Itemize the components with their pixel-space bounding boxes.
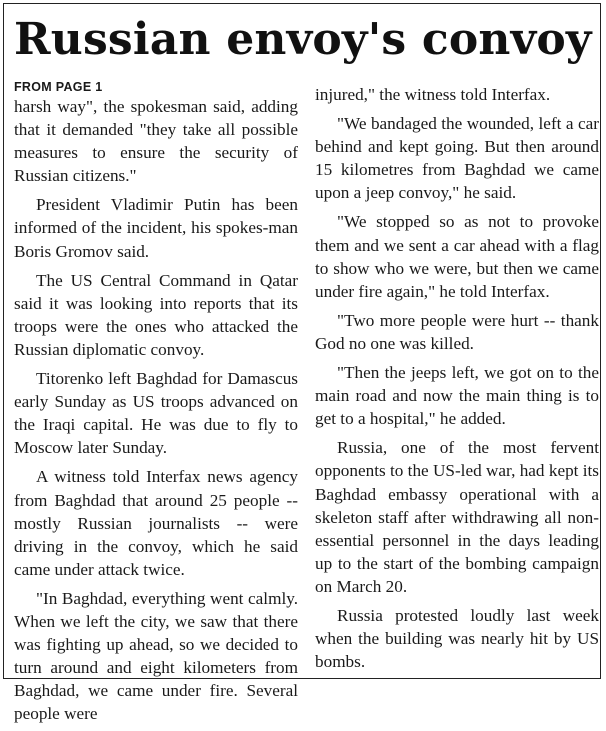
- paragraph: "In Baghdad, everything went calmly. When we left the city, we saw that there was fighting up ahead, so we decided to turn around and eight kilometers from Baghdad, we came under fire. Several people were: [14, 588, 298, 724]
- paragraph: Titorenko left Baghdad for Damascus early Sunday as US troops advanced on the Iraqi capital. He was due to fly to Moscow later Sunday.: [14, 369, 298, 458]
- paragraph: harsh way", the spokesman said, adding that it demanded "they take all possible measures to ensure the security of Russian citizens.": [14, 97, 298, 186]
- article-frame: [3, 3, 601, 724]
- kicker-from-page-1: FROM PAGE 1: [14, 80, 103, 94]
- headline: Russian envoy's convoy: [14, 14, 592, 65]
- paragraph: Russia protested loudly last week when the building was nearly hit by US bombs.: [315, 605, 599, 672]
- paragraph: A witness told Interfax news agency from Baghdad that around 25 people -- mostly Russian journalists -- were driving in the convoy, which he said came under attack twice.: [14, 467, 298, 579]
- paragraph: The US Central Command in Qatar said it was looking into reports that its troops were the ones who attacked the Russian diplomatic convoy.: [14, 270, 298, 359]
- right-column: [315, 83, 599, 679]
- paragraph: "We bandaged the wounded, left a car behind and kept going. But then around 15 kilometres from Baghdad we came upon a jeep convoy," he said.: [315, 114, 599, 203]
- paragraph: President Vladimir Putin has been informed of the incident, his spokes-man Boris Gromov said.: [14, 195, 298, 261]
- paragraph: "We stopped so as not to provoke them and we sent a car ahead with a flag to show who we were, but then we came under fire again," he told Interfax.: [315, 212, 599, 301]
- left-column: [14, 80, 298, 731]
- paragraph: Russia, one of the most fervent opponents to the US-led war, had kept its Baghdad embassy operational with a skeleton staff after withdrawing all non-essential personnel in the days leading up to the start of the bombing campaign on March 20.: [315, 438, 599, 596]
- paragraph: "Then the jeeps left, we got on to the main road and now the main thing is to get to a hospital," he added.: [315, 363, 599, 429]
- paragraph: "Two more people were hurt -- thank God no one was killed.: [315, 310, 599, 353]
- paragraph: injured," the witness told Interfax.: [315, 85, 551, 104]
